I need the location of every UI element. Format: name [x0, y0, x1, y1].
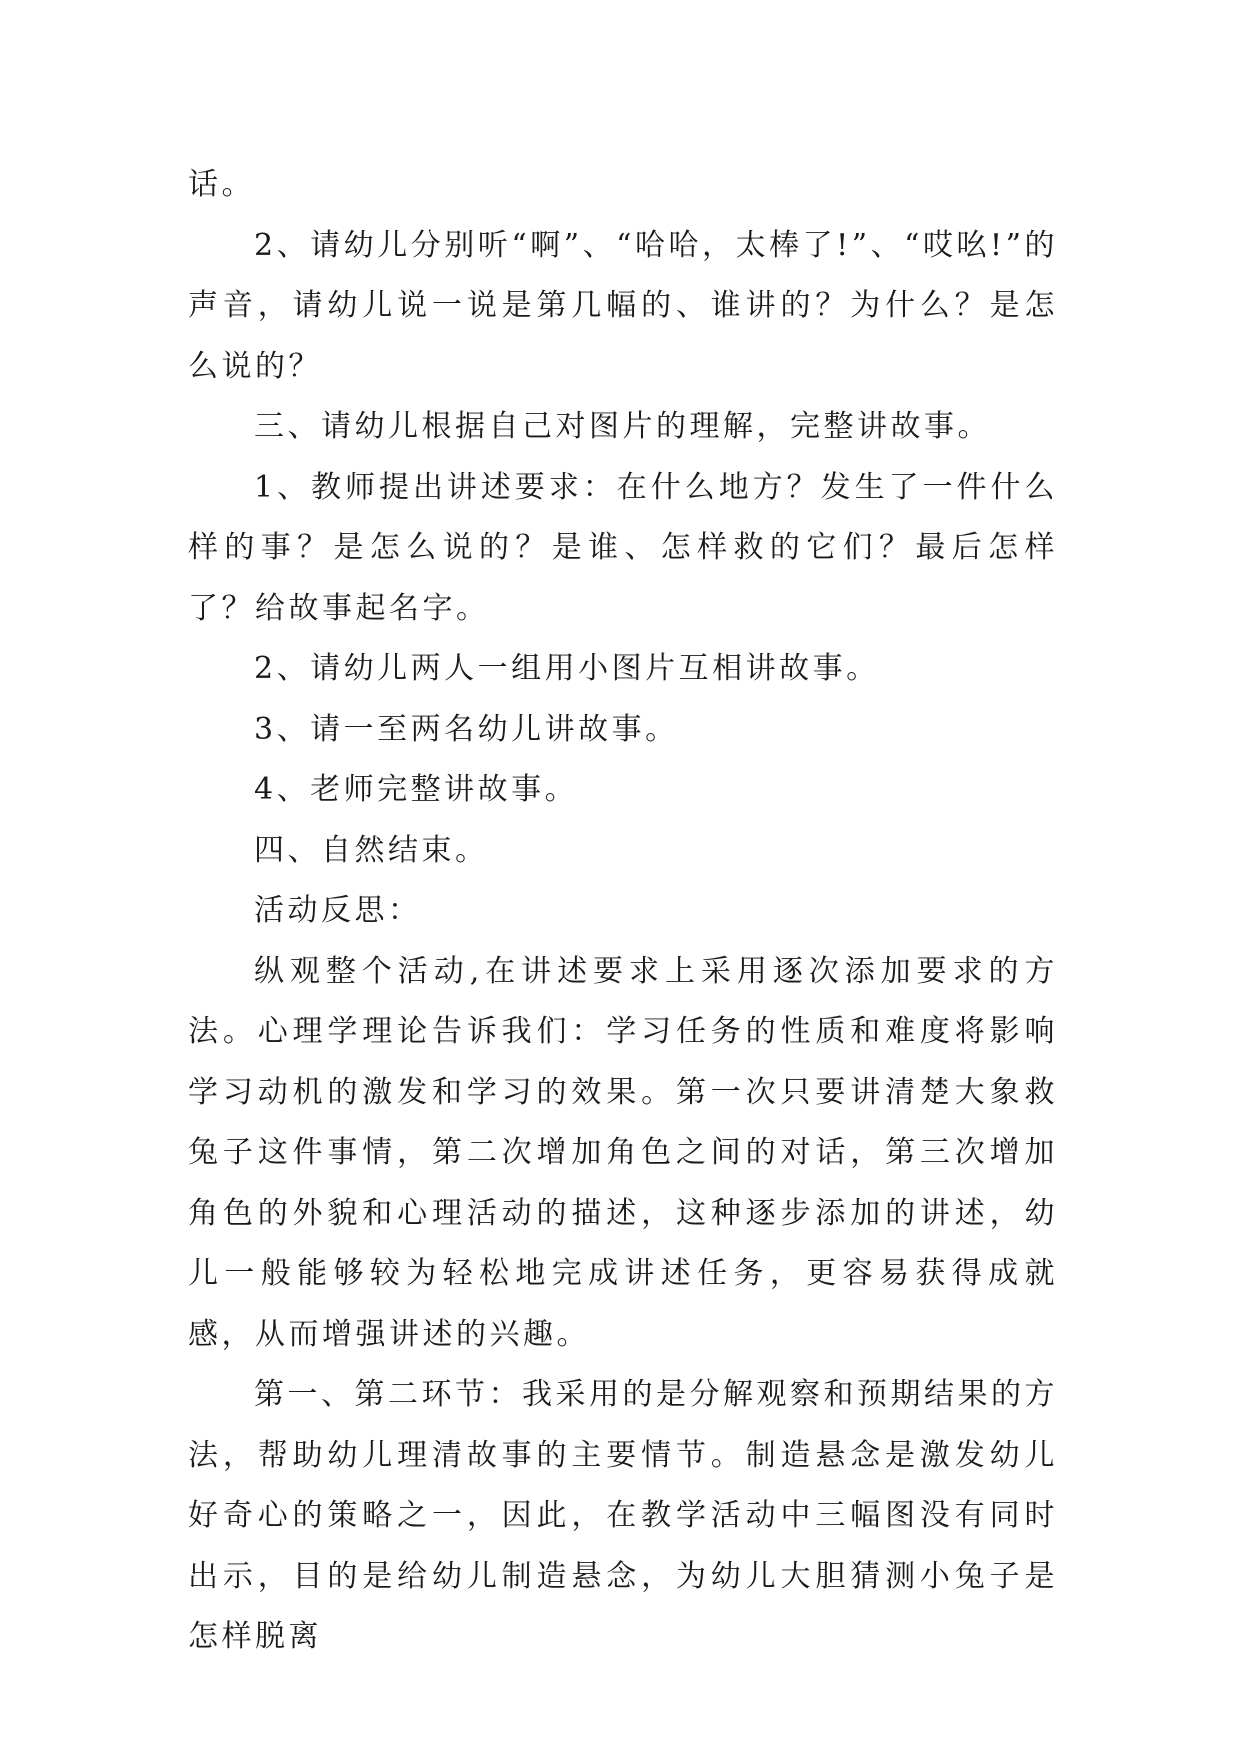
- paragraph-step-3-volunteers: 3、请一至两名幼儿讲故事。: [254, 711, 679, 747]
- paragraph-section-4-ending: 四、自然结束。: [254, 832, 489, 868]
- paragraph-reflection-overview: 纵观整个活动,在讲述要求上采用逐次添加要求的方法。心理学理论告诉我们：学习任务的性质和难度将影响学习动机的激发和学习的效果。第一次只要讲清楚大象救兔子这件事情，第二次增加角色之间的对话，第三次增加角色的外貌和心理活动的描述，这种逐步添加的讲述，幼儿一般能够较为轻松地完成讲述任务，更容易获得成就感，从而增强讲述的兴趣。: [188, 953, 1058, 1352]
- paragraph-section-3-heading: 三、请幼儿根据自己对图片的理解，完整讲故事。: [254, 409, 991, 444]
- paragraph-step-2-pairs: 2、请幼儿两人一组用小图片互相讲故事。: [254, 651, 880, 686]
- paragraph-step-4-teacher: 4、老师完整讲故事。: [254, 772, 579, 807]
- paragraph-reflection-heading: 活动反思：: [254, 893, 422, 928]
- paragraph-continuation: 话。: [188, 167, 255, 202]
- paragraph-reflection-stages: 第一、第二环节：我采用的是分解观察和预期结果的方法，帮助幼儿理清故事的主要情节。制造悬念是激发幼儿好奇心的策略之一，因此，在教学活动中三幅图没有同时出示，目的是给幼儿制造悬念，为幼儿大胆猜测小兔子是怎样脱离: [188, 1377, 1058, 1654]
- paragraph-step-1-requirements: 1、教师提出讲述要求：在什么地方？发生了一件什么样的事？是怎么说的？是谁、怎样救的它们？最后怎样了？给故事起名字。: [188, 469, 1058, 626]
- paragraph-step-2-sounds: 2、请幼儿分别听“啊”、“哈哈，太棒了!”、“哎吆!”的声音，请幼儿说一说是第几幅的、谁讲的？为什么？是怎么说的？: [188, 227, 1058, 384]
- document-body: [188, 155, 1058, 1668]
